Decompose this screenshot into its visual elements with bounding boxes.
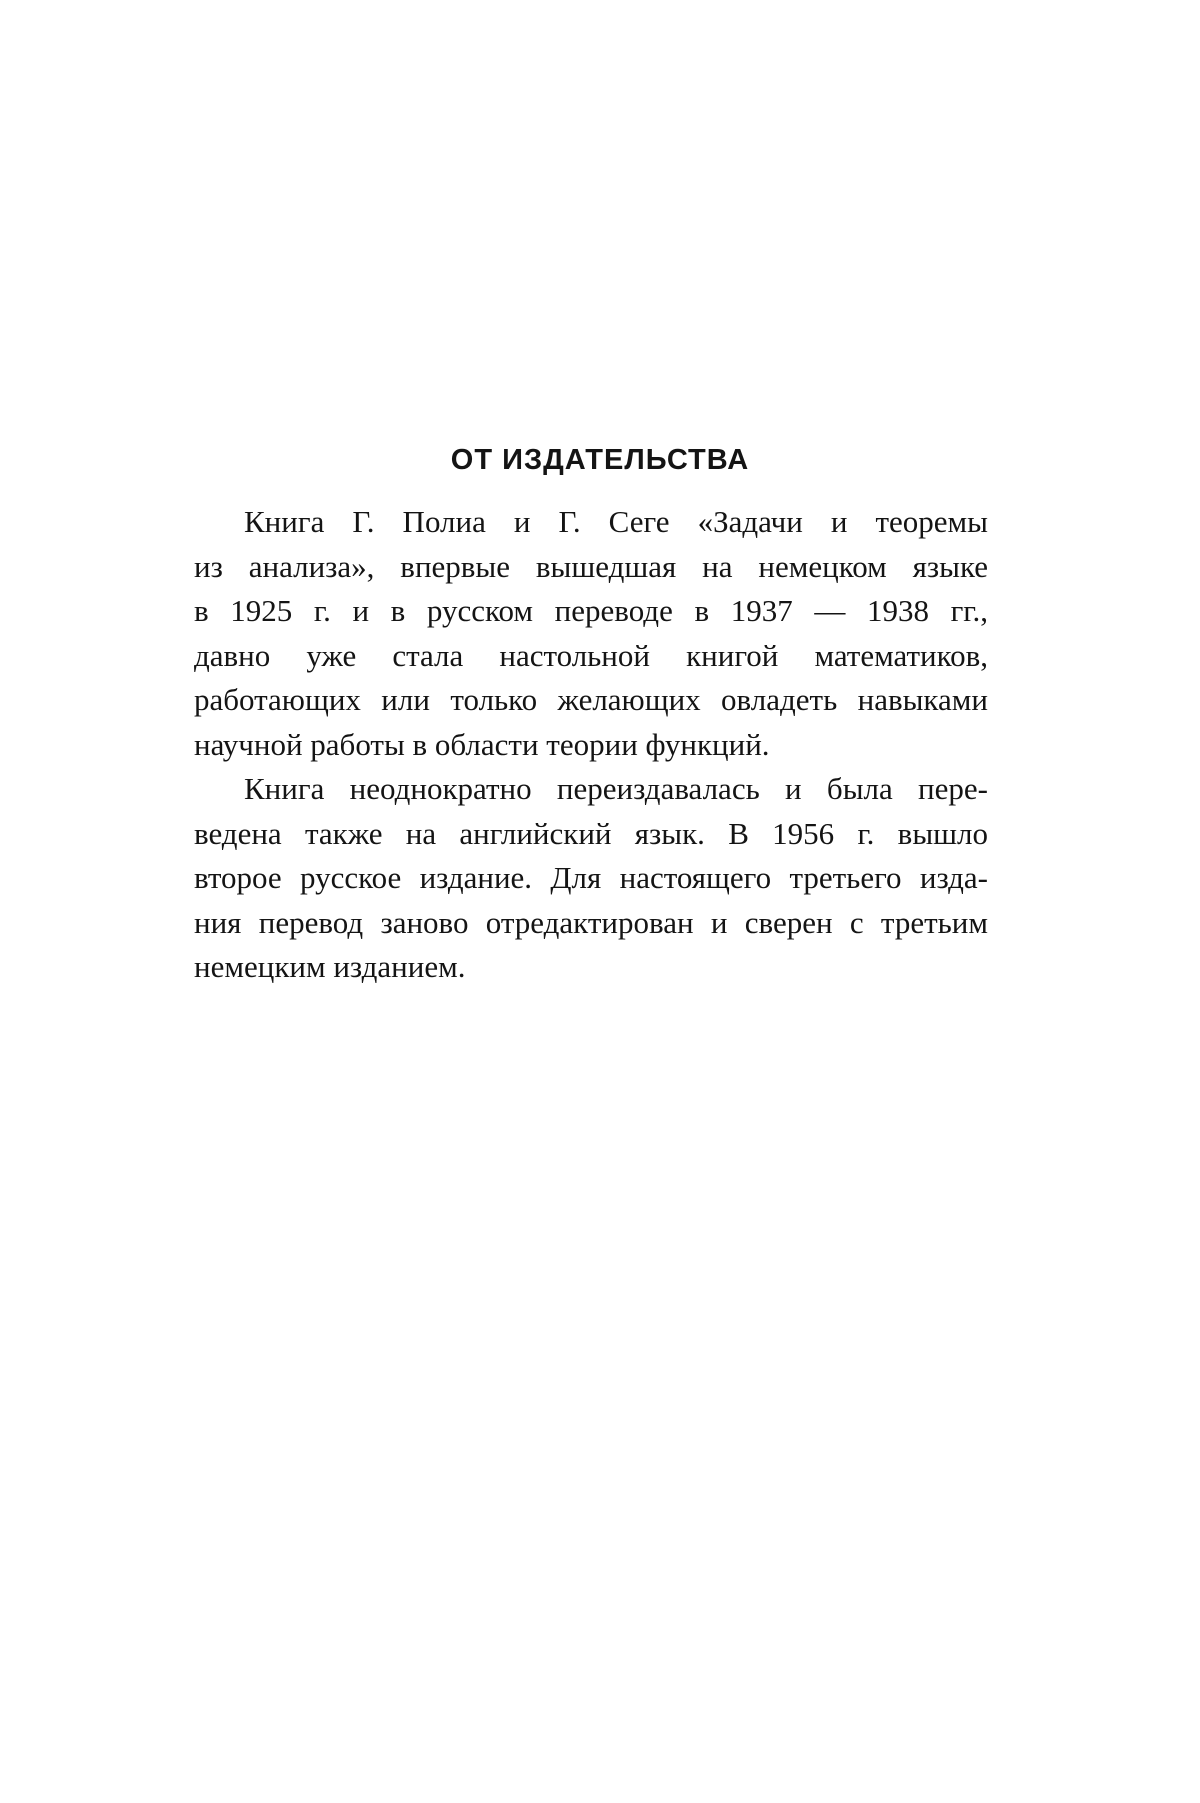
text-line: немецким изданием. [194,949,466,984]
text-line: второе русское издание. Для настоящего третьего изда- [194,860,988,895]
text-line: работающих или только желающих овладеть навыками [194,682,988,717]
text-line: давно уже стала настольной книгой математиков, [194,637,988,673]
text-line: Книга Г. Полиа и Г. Сеге «Задачи и теоремы [244,504,988,539]
body-text [194,500,988,990]
page-title: ОТ ИЗДАТЕЛЬСТВА [450,444,750,476]
paragraph-2 [194,767,988,990]
text-line: ведена также на английский язык. В 1956 г. вышло [194,815,988,851]
text-line: ния перевод заново отредактирован и сверен с третьим [194,904,988,940]
text-line: Книга неоднократно переиздавалась и была пере- [244,771,988,806]
paragraph-1 [194,500,988,767]
text-line: в 1925 г. и в русском переводе в 1937 — 1938 гг., [194,593,988,628]
text-line: из анализа», впервые вышедшая на немецком языке [194,548,988,584]
text-line: научной работы в области теории функций. [194,726,770,762]
